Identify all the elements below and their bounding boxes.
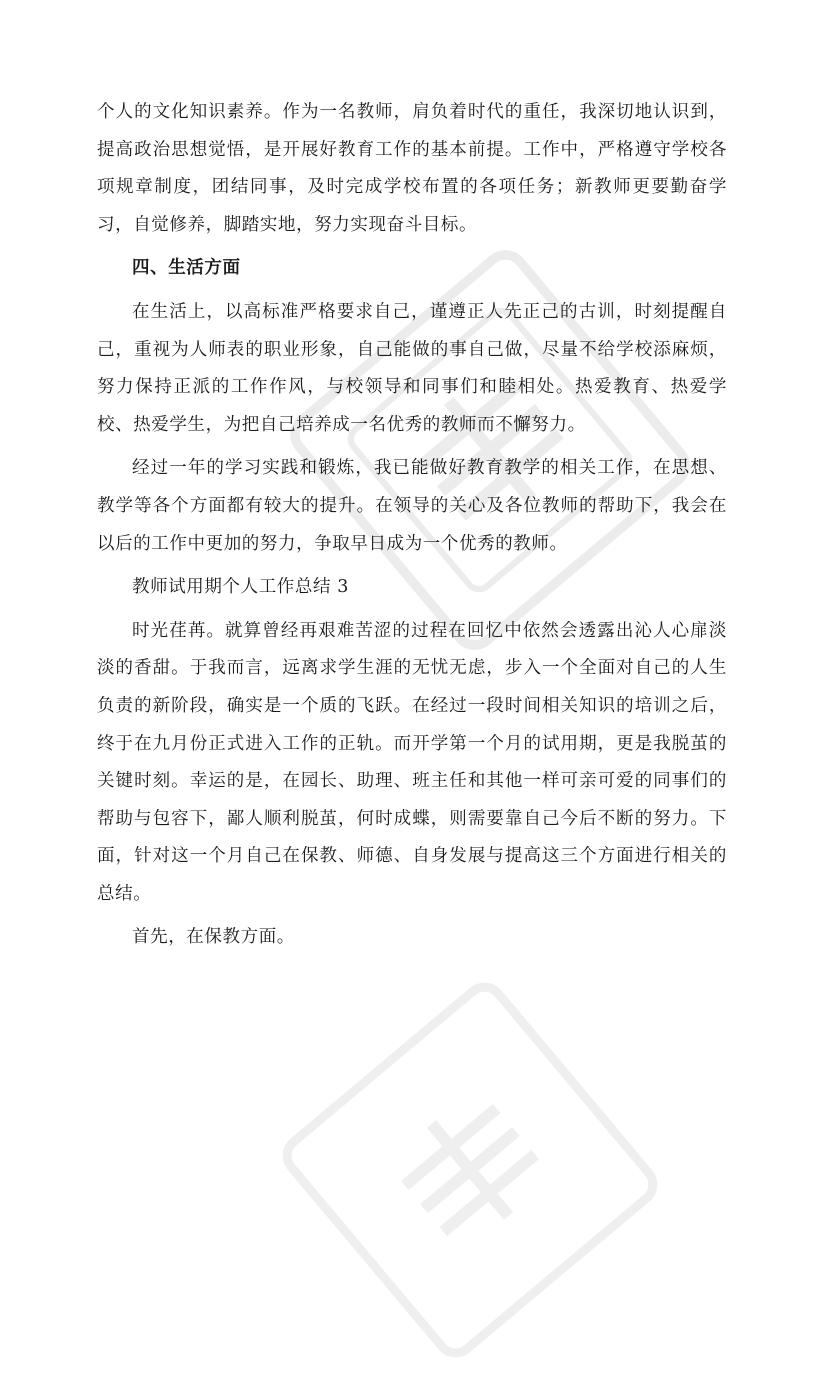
section-heading-life: 四、生活方面: [132, 258, 241, 279]
document-body: [97, 94, 727, 963]
watermark-logo-bottom: [259, 959, 682, 1381]
paragraph-first-point: 首先，在保教方面。: [132, 927, 295, 948]
section-title-3: 教师试用期个人工作总结 3: [132, 577, 349, 598]
paragraph-continued: 个人的文化知识素养。作为一名教师，肩负着时代的重任，我深切地认识到，提高政治思想觉悟，是开展好教育工作的基本前提。工作中，严格遵守学校各项规章制度，团结同事，及时完成学校布置的各项任务；新教师更要勤奋学习，自觉修养，脚踏实地，努力实现奋斗目标。: [97, 102, 727, 235]
paragraph-life: 在生活上，以高标准严格要求自己，谨遵正人先正己的古训，时刻提醒自己，重视为人师表的职业形象，自己能做的事自己做，尽量不给学校添麻烦，努力保持正派的工作作风，与校领导和同事们和睦相处。热爱教育、热爱学校、热爱学生，为把自己培养成一名优秀的教师而不懈努力。: [97, 301, 727, 435]
paragraph-summary: 经过一年的学习实践和锻炼，我已能做好教育教学的相关工作，在思想、教学等各个方面都有较大的提升。在领导的关心及各位教师的帮助下，我会在以后的工作中更加的努力，争取早日成为一个优秀的教师。: [97, 458, 727, 554]
paragraph-intro-3: 时光荏苒。就算曾经再艰难苦涩的过程在回忆中依然会透露出沁人心扉淡淡的香甜。于我而言，远离求学生涯的无忧无虑，步入一个全面对自己的人生负责的新阶段，确实是一个质的飞跃。在经过一段时间相关知识的培训之后，终于在九月份正式进入工作的正轨。而开学第一个月的试用期，更是我脱茧的关键时刻。幸运的是，在园长、助理、班主任和其他一样可亲可爱的同事们的帮助与包容下，鄙人顺利脱茧，何时成蝶，则需要靠自己今后不断的努力。下面，针对这一个月自己在保教、师德、自身发展与提高这三个方面进行相关的总结。: [97, 620, 727, 904]
